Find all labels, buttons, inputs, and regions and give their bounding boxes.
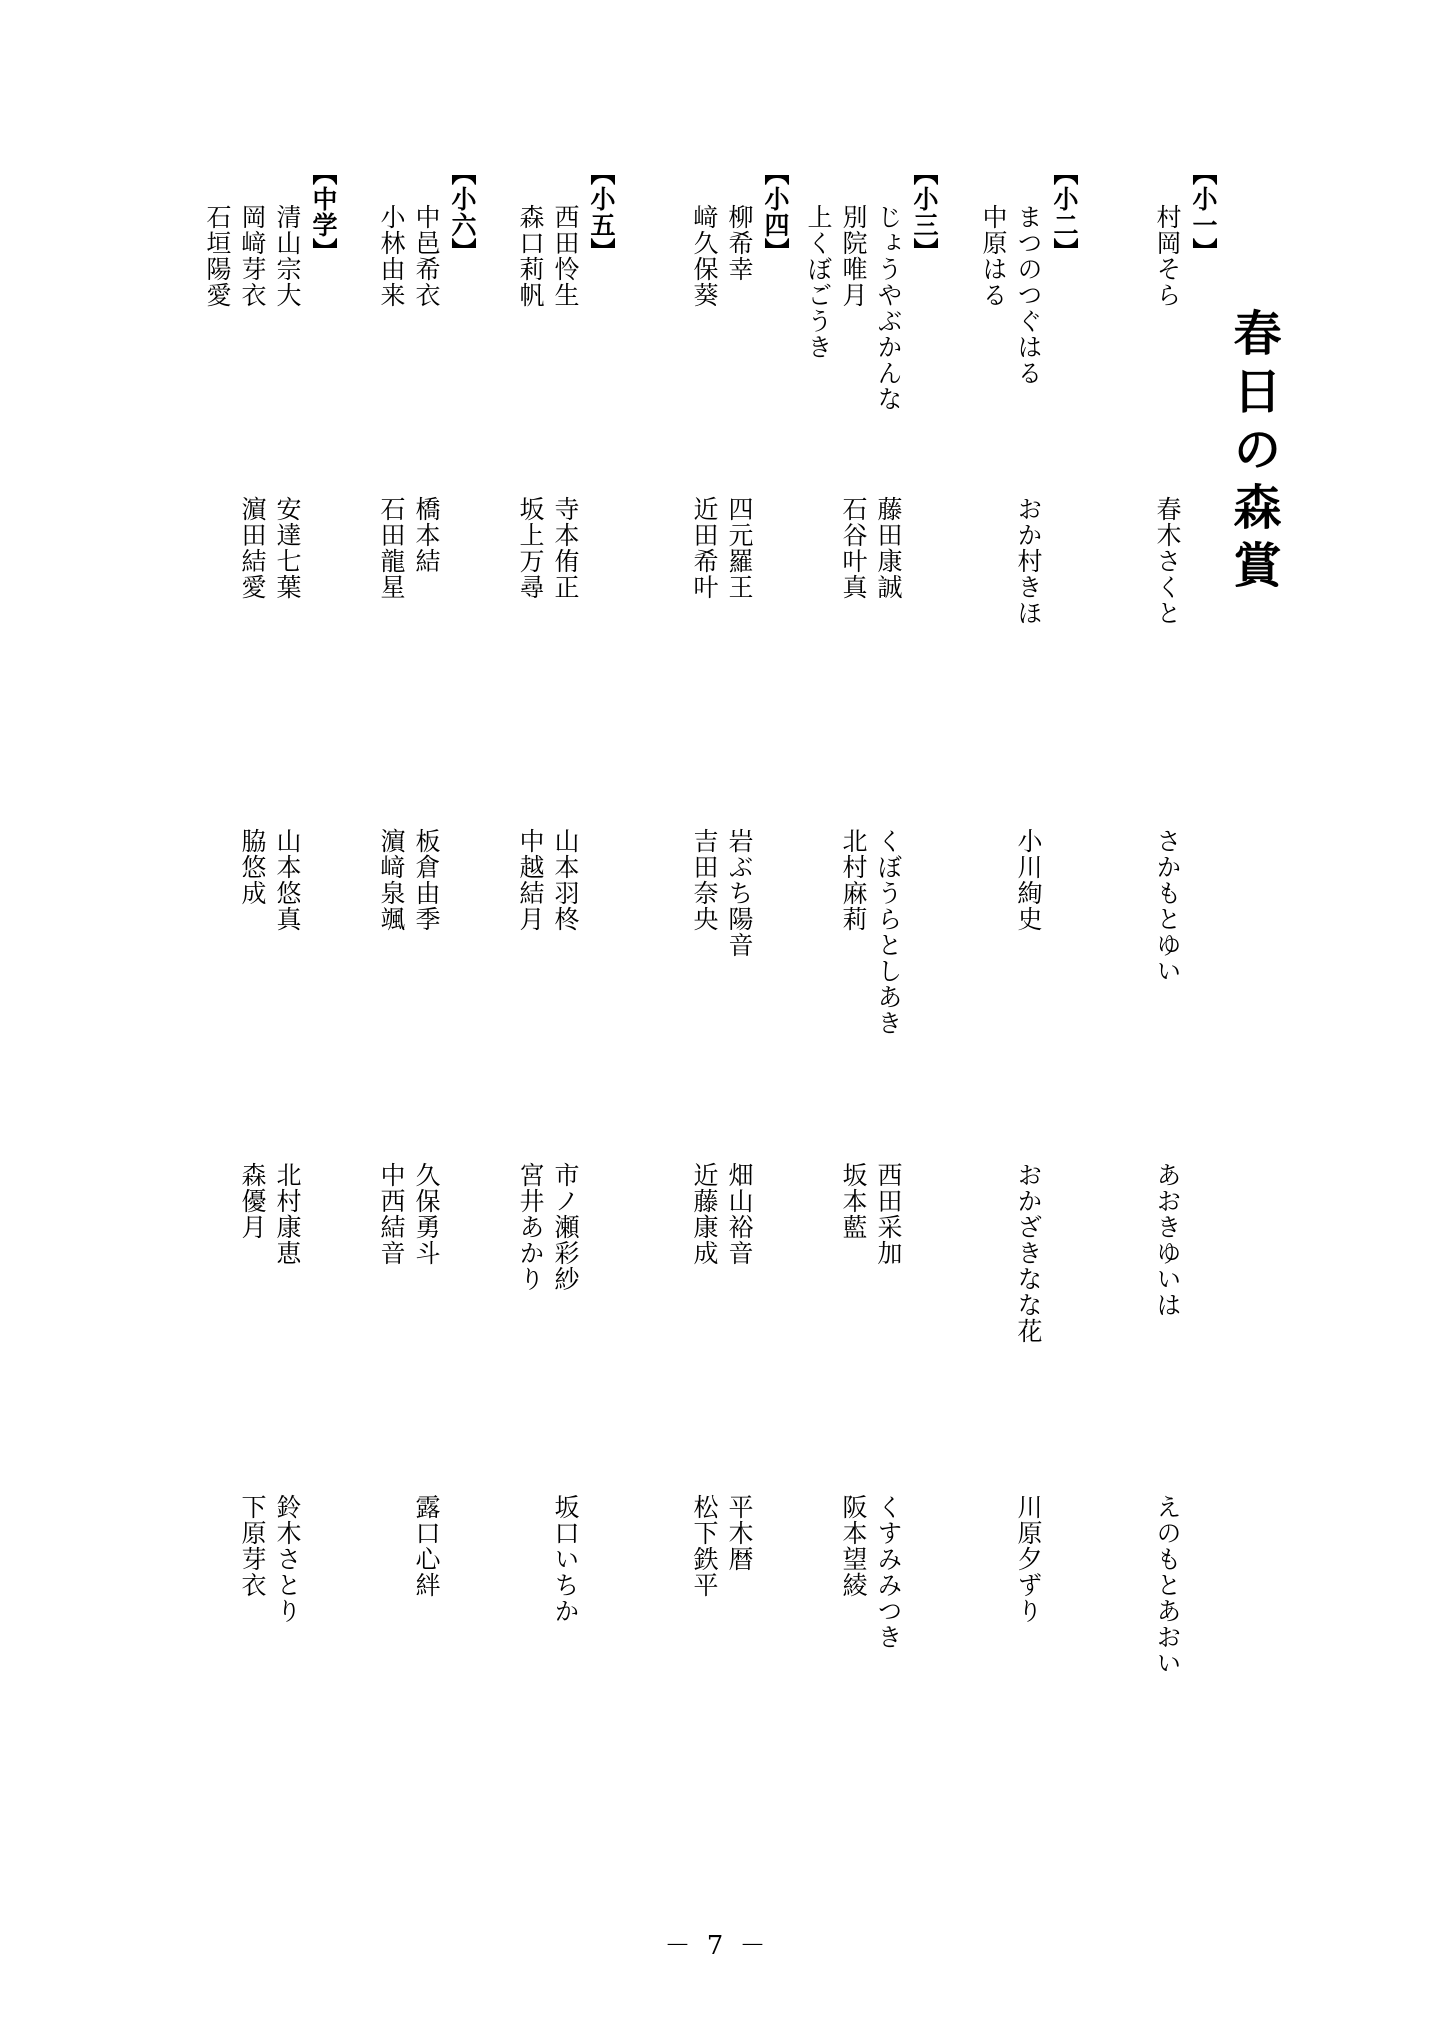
grade-heading: 【小六】 — [448, 160, 477, 264]
awardee-name: 寺本侑正 — [551, 496, 580, 600]
awardee-name: 北村康恵 — [273, 1162, 302, 1266]
awardee-name: さかもとゆい — [1153, 828, 1182, 984]
awardee-name: 畑山裕音 — [725, 1162, 754, 1266]
grade-heading: 【小一】 — [1189, 160, 1218, 264]
awardee-name: じょうやぶかんな — [874, 204, 903, 412]
awardee-name: 中西結音 — [377, 1162, 406, 1266]
awardee-name: 川原夕ずり — [1014, 1494, 1043, 1624]
page-number: － 7 － — [664, 1931, 770, 1961]
awardee-name: 森口莉帆 — [516, 204, 545, 308]
awardee-name: おかざきなな花 — [1014, 1162, 1043, 1344]
awardee-name: 村岡そら — [1153, 204, 1182, 308]
grade-heading: 【中学】 — [309, 160, 338, 264]
awardee-name: 岡﨑芽衣 — [238, 204, 267, 308]
awardee-name: あおきゆいは — [1153, 1162, 1182, 1318]
awardee-name: 濵田結愛 — [238, 496, 267, 600]
awardee-name: 森優月 — [238, 1162, 267, 1240]
awardee-name: 宮井あかり — [516, 1162, 545, 1292]
awardee-name: 山本羽柊 — [551, 828, 580, 932]
awardee-name: 石田龍星 — [377, 496, 406, 600]
awardee-name: 別院唯月 — [839, 204, 868, 308]
awardee-name: 坂上万尋 — [516, 496, 545, 600]
awardee-name: 柳希幸 — [725, 204, 754, 282]
awardee-name: 岩ぶち陽音 — [725, 828, 754, 958]
awardee-name: 西田采加 — [874, 1162, 903, 1266]
awardee-name: 近藤康成 — [690, 1162, 719, 1266]
awardee-name: 濵﨑泉颯 — [377, 828, 406, 932]
awardee-name: くすみみつき — [874, 1494, 903, 1650]
awardee-name: 久保勇斗 — [412, 1162, 441, 1266]
awardee-name: 安達七葉 — [273, 496, 302, 600]
awardee-name: 小川絢史 — [1014, 828, 1043, 932]
awardee-name: 春木さくと — [1153, 496, 1182, 626]
awardee-name: 平木暦 — [725, 1494, 754, 1572]
awardee-name: 板倉由季 — [412, 828, 441, 932]
awardee-name: 下原芽衣 — [238, 1494, 267, 1598]
awardee-name: 近田希叶 — [690, 496, 719, 600]
awardee-name: 中邑希衣 — [412, 204, 441, 308]
awardee-name: えのもとあおい — [1153, 1494, 1182, 1676]
awardee-name: 露口心絆 — [412, 1494, 441, 1598]
awardee-name: おか村きほ — [1014, 496, 1043, 626]
awardee-name: 﨑久保葵 — [690, 204, 719, 308]
awardee-name: 市ノ瀬彩紗 — [551, 1162, 580, 1292]
awardee-name: 中越結月 — [516, 828, 545, 932]
awardee-name: 松下鉄平 — [690, 1494, 719, 1598]
awardee-name: 石谷叶真 — [839, 496, 868, 600]
awardee-name: 西田怜生 — [551, 204, 580, 308]
grade-heading: 【小二】 — [1050, 160, 1079, 264]
awardee-name: 山本悠真 — [273, 828, 302, 932]
awardee-name: 阪本望綾 — [839, 1494, 868, 1598]
awardee-name: 坂口いちか — [551, 1494, 580, 1624]
awardee-name: 上くぼごうき — [804, 204, 833, 360]
grade-heading: 【小四】 — [761, 160, 790, 264]
awardee-name: 四元羅王 — [725, 496, 754, 600]
awardee-name: 橋本結 — [412, 496, 441, 574]
awardee-name: 脇悠成 — [238, 828, 267, 906]
page-title: 春日の森賞 — [1225, 308, 1281, 598]
grade-heading: 【小三】 — [910, 160, 939, 264]
awardee-name: 小林由来 — [377, 204, 406, 308]
awardee-name: 鈴木さとり — [273, 1494, 302, 1624]
awardee-name: 石垣陽愛 — [203, 204, 232, 308]
awardee-name: 北村麻莉 — [839, 828, 868, 932]
awardee-name: 吉田奈央 — [690, 828, 719, 932]
awardee-name: 藤田康誠 — [874, 496, 903, 600]
awardee-name: まつのつぐはる — [1014, 204, 1043, 386]
awardee-name: 清山宗大 — [273, 204, 302, 308]
awardee-name: 中原はる — [979, 204, 1008, 308]
grade-heading: 【小五】 — [587, 160, 616, 264]
awardee-name: くぼうらとしあき — [874, 828, 903, 1036]
awardee-name: 坂本藍 — [839, 1162, 868, 1240]
